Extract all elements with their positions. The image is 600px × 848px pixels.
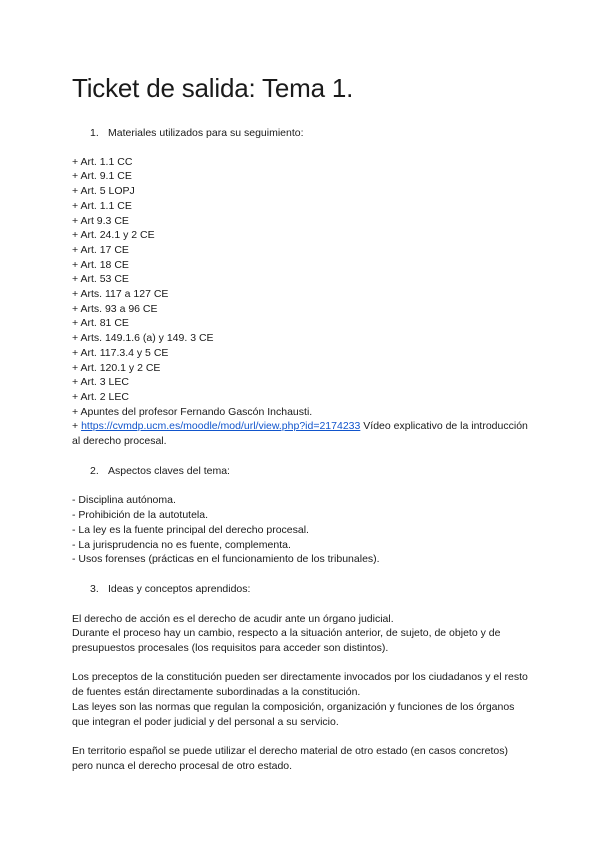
list-item: + Art. 17 CE	[72, 243, 129, 256]
list-item: + Arts. 117 a 127 CE	[72, 288, 169, 301]
list-item: - Prohibición de la autotutela.	[72, 509, 209, 522]
section-number: 1.	[90, 127, 99, 139]
list-item: + Art. 9.1 CE	[72, 170, 132, 183]
link-prefix: +	[72, 420, 82, 433]
paragraph: El derecho de acción es el derecho de acudir ante un órgano judicial.	[72, 612, 394, 625]
paragraph: En territorio español se puede utilizar el derecho material de otro estado (en casos concretos) pero nunca el derecho procesal de otro estado.	[72, 744, 508, 772]
list-item: + Art. 1.1 CE	[72, 199, 132, 212]
list-item: + Art. 1.1 CC	[72, 155, 133, 168]
list-item: + Arts. 149.1.6 (a) y 149. 3 CE	[72, 332, 214, 345]
section-heading-text: Aspectos claves del tema:	[108, 464, 230, 477]
section-heading-ideas	[72, 582, 530, 597]
key-points-list	[72, 493, 530, 567]
section-heading-text: Materiales utilizados para su seguimiento:	[108, 127, 304, 139]
list-item: + Art. 5 LOPJ	[72, 185, 135, 198]
section-number: 2.	[90, 464, 99, 477]
section-heading-text: Ideas y conceptos aprendidos:	[108, 582, 251, 595]
list-item: + Art. 53 CE	[72, 273, 129, 286]
list-item: + Art. 2 LEC	[72, 390, 129, 403]
list-item: - La ley es la fuente principal del derecho procesal.	[72, 523, 309, 536]
list-item: + Arts. 93 a 96 CE	[72, 302, 158, 315]
link-description: Vídeo explicativo de la introducción al derecho procesal.	[72, 420, 528, 448]
list-item: + Art 9.3 CE	[72, 214, 129, 227]
list-item: + Art. 81 CE	[72, 317, 129, 330]
list-item: + Art. 3 LEC	[72, 376, 129, 389]
document-title: Ticket de salida: Tema 1.	[72, 73, 354, 103]
paragraph: Las leyes son las normas que regulan la composición, organización y funciones de los órganos que integran el poder judicial y del personal a su servicio.	[72, 700, 515, 728]
list-item: - La jurisprudencia no es fuente, complementa.	[72, 538, 291, 551]
video-link-item	[72, 419, 530, 448]
list-item: + Art. 24.1 y 2 CE	[72, 229, 155, 242]
section-number: 3.	[90, 582, 99, 595]
list-item: + Apuntes del profesor Fernando Gascón Inchausti.	[72, 405, 313, 418]
materials-list	[72, 155, 530, 449]
section-heading-materials	[72, 126, 530, 141]
list-item: + Art. 120.1 y 2 CE	[72, 361, 161, 374]
list-item: - Disciplina autónoma.	[72, 494, 176, 507]
list-item: - Usos forenses (prácticas en el funcionamiento de los tribunales).	[72, 553, 380, 566]
list-item: + Art. 117.3.4 y 5 CE	[72, 346, 169, 359]
section-heading-key-points	[72, 464, 530, 479]
paragraph: Los preceptos de la constitución pueden ser directamente invocados por los ciudadanos y el resto de fuentes están directamente subordinadas a la constitución.	[72, 671, 528, 699]
list-item: + Art. 18 CE	[72, 258, 129, 271]
video-link[interactable]: https://cvmdp.ucm.es/moodle/mod/url/view.php?id=2174233	[81, 420, 361, 433]
paragraph: Durante el proceso hay un cambio, respecto a la situación anterior, de sujeto, de objeto y de presupuestos procesales (los requisitos para acceder son distintos).	[72, 627, 501, 655]
